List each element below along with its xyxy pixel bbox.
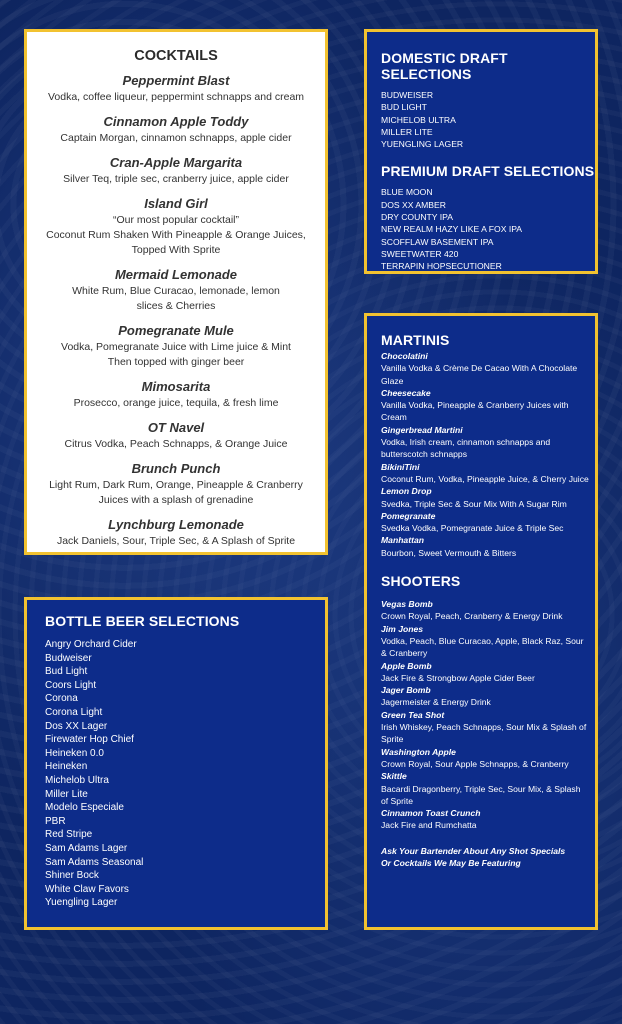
martini-name: Manhattan bbox=[381, 535, 424, 546]
domestic-draft-list bbox=[381, 89, 595, 150]
bottle-beer-item: PBR bbox=[45, 815, 66, 827]
premium-draft-item: BLUE MOON bbox=[381, 187, 433, 198]
shooter-description: Vodka, Peach, Blue Curacao, Apple, Black Raz, Sour & Cranberry bbox=[381, 635, 584, 659]
cocktail-description bbox=[27, 534, 325, 549]
shooter-description: Crown Royal, Peach, Cranberry & Energy Drink bbox=[381, 611, 563, 622]
martini-description: Bourbon, Sweet Vermouth & Bitters bbox=[381, 547, 517, 558]
cocktail-item bbox=[27, 267, 325, 314]
cocktail-name: Cran-Apple Margarita bbox=[109, 155, 243, 170]
cocktail-description-line: slices & Cherries bbox=[136, 300, 216, 312]
cocktail-name: Pomegranate Mule bbox=[118, 323, 234, 338]
premium-draft-item: TERRAPIN HOPSECUTIONER bbox=[381, 261, 502, 272]
martinis-shooters-panel bbox=[364, 313, 598, 930]
shooter-name: Washington Apple bbox=[381, 746, 456, 757]
cocktail-description-line: Vodka, Pomegranate Juice with Lime juice & Mint bbox=[61, 341, 291, 353]
cocktail-description-line: Vodka, coffee liqueur, peppermint schnapps and cream bbox=[47, 91, 305, 103]
cocktail-description bbox=[27, 437, 325, 452]
cocktail-item bbox=[27, 461, 325, 508]
shooter-description: Bacardi Dragonberry, Triple Sec, Sour Mix, & Splash of Sprite bbox=[381, 783, 581, 806]
shooter-name: Cinnamon Toast Crunch bbox=[381, 808, 481, 819]
bottle-beer-item: Dos XX Lager bbox=[45, 720, 108, 732]
cocktail-description-line: Silver Teq, triple sec, cranberry juice, apple cider bbox=[63, 173, 289, 185]
shooter-description: Jack Fire & Strongbow Apple Cider Beer bbox=[381, 672, 535, 683]
bottle-beer-item: Angry Orchard Cider bbox=[45, 639, 137, 650]
cocktail-name: Mimosarita bbox=[141, 379, 211, 394]
cocktail-description bbox=[27, 284, 325, 314]
shooter-description: Irish Whiskey, Peach Schnapps, Sour Mix & Splash of Sprite bbox=[381, 722, 587, 745]
bottle-beer-item: Sam Adams Lager bbox=[45, 842, 128, 854]
premium-draft-item: SWEETWATER 420 bbox=[381, 248, 459, 259]
bottle-beer-title: BOTTLE BEER SELECTIONS bbox=[45, 613, 240, 629]
cocktail-description bbox=[27, 396, 325, 411]
premium-draft-list bbox=[381, 186, 595, 272]
martini-description: Vanilla Vodka, Pineapple & Cranberry Juices with Cream bbox=[381, 400, 569, 423]
domestic-draft-item: BUD LIGHT bbox=[381, 102, 427, 113]
shooters-list bbox=[381, 598, 595, 832]
cocktail-description-line: Topped With Sprite bbox=[131, 244, 221, 256]
cocktail-item bbox=[27, 420, 325, 452]
cocktail-name: OT Navel bbox=[147, 420, 205, 435]
martini-name: BikiniTini bbox=[381, 461, 420, 472]
shooter-name: Skittle bbox=[381, 771, 407, 782]
cocktail-description-line: Then topped with ginger beer bbox=[107, 356, 245, 368]
bottle-beer-list bbox=[45, 638, 325, 910]
cocktail-description bbox=[27, 213, 325, 258]
martini-description: Svedka Vodka, Pomegranate Juice & Triple Sec bbox=[381, 523, 564, 534]
domestic-draft-title: DOMESTIC DRAFT SELECTIONS bbox=[381, 50, 508, 82]
cocktail-description-line: “Our most popular cocktail” bbox=[112, 214, 240, 226]
cocktail-description-line: Juices with a splash of grenadine bbox=[98, 494, 254, 506]
bottle-beer-item: Coors Light bbox=[45, 679, 97, 691]
shooters-title: SHOOTERS bbox=[381, 573, 461, 590]
cocktail-item bbox=[27, 323, 325, 370]
martini-item bbox=[381, 461, 595, 486]
shooter-name: Jim Jones bbox=[381, 623, 424, 634]
bottle-beer-item: Bud Light bbox=[45, 666, 88, 678]
bottle-beer-item: Corona Light bbox=[45, 706, 103, 718]
cocktail-description-line: Prosecco, orange juice, tequila, & fresh lime bbox=[73, 397, 279, 409]
martini-description: Coconut Rum, Vodka, Pineapple Juice, & Cherry Juice bbox=[381, 473, 589, 484]
cocktails-panel bbox=[24, 29, 328, 555]
martini-description: Vanilla Vodka & Crème De Cacao With A Chocolate Glaze bbox=[381, 363, 578, 386]
premium-draft-title: PREMIUM DRAFT SELECTIONS bbox=[381, 163, 595, 180]
cocktail-item bbox=[27, 517, 325, 549]
domestic-draft-item: YUENGLING LAGER bbox=[381, 139, 464, 150]
cocktail-description-line: White Rum, Blue Curacao, lemonade, lemon bbox=[72, 285, 280, 297]
premium-draft-item: NEW REALM HAZY LIKE A FOX IPA bbox=[381, 224, 523, 235]
martini-description: Svedka, Triple Sec & Sour Mix With A Sugar Rim bbox=[381, 498, 567, 509]
bottle-beer-item: Firewater Hop Chief bbox=[45, 734, 134, 746]
bottle-beer-item: Heineken 0.0 bbox=[45, 747, 104, 759]
cocktail-description-line: Citrus Vodka, Peach Schnapps, & Orange Juice bbox=[64, 438, 288, 450]
cocktail-name: Peppermint Blast bbox=[122, 73, 230, 88]
martini-item bbox=[381, 387, 595, 424]
shooter-item bbox=[381, 684, 595, 709]
shooter-name: Jager Bomb bbox=[381, 685, 431, 696]
cocktail-item bbox=[27, 114, 325, 146]
martini-item bbox=[381, 534, 595, 559]
premium-draft-item: DOS XX AMBER bbox=[381, 199, 446, 210]
cocktail-name: Island Girl bbox=[144, 196, 208, 211]
premium-draft-item: DRY COUNTY IPA bbox=[381, 212, 453, 223]
bottle-beer-item: Corona bbox=[45, 693, 78, 705]
cocktails-list bbox=[27, 73, 325, 549]
cocktail-description-line: Light Rum, Dark Rum, Orange, Pineapple & Cranberry bbox=[49, 479, 303, 491]
cocktail-description-line: Captain Morgan, cinnamon schnapps, apple cider bbox=[60, 132, 292, 144]
shooter-item bbox=[381, 598, 595, 623]
domestic-draft-item: BUDWEISER bbox=[381, 90, 434, 100]
cocktails-title: COCKTAILS bbox=[134, 48, 218, 64]
martini-name: Lemon Drop bbox=[381, 486, 432, 497]
domestic-draft-item: MILLER LITE bbox=[381, 126, 433, 137]
shooter-item bbox=[381, 770, 595, 807]
martini-description: Vodka, Irish cream, cinnamon schnapps and butterscotch schnapps bbox=[381, 437, 551, 460]
shooter-description: Crown Royal, Sour Apple Schnapps, & Cranberry bbox=[381, 758, 569, 769]
bottle-beer-item: Modelo Especiale bbox=[45, 802, 124, 814]
shooter-item bbox=[381, 660, 595, 685]
shooter-item bbox=[381, 623, 595, 660]
shooters-footnote bbox=[381, 845, 595, 870]
cocktail-description bbox=[27, 478, 325, 508]
bottle-beer-item: Red Stripe bbox=[45, 829, 93, 841]
cocktail-description bbox=[27, 340, 325, 370]
cocktail-name: Mermaid Lemonade bbox=[114, 267, 238, 282]
martini-item bbox=[381, 424, 595, 461]
martini-name: Cheesecake bbox=[381, 387, 431, 398]
martini-name: Gingerbread Martini bbox=[381, 424, 463, 435]
shooter-description: Jagermeister & Energy Drink bbox=[381, 697, 491, 708]
draft-panel bbox=[364, 29, 598, 274]
bottle-beer-item: Shiner Bock bbox=[45, 870, 99, 882]
bottle-beer-item: Sam Adams Seasonal bbox=[45, 856, 144, 868]
shooter-item bbox=[381, 807, 595, 832]
bottle-beer-item: Heineken bbox=[45, 761, 88, 773]
cocktail-item bbox=[27, 196, 325, 258]
cocktail-description bbox=[27, 131, 325, 146]
cocktail-item bbox=[27, 155, 325, 187]
shooter-description: Jack Fire and Rumchatta bbox=[381, 820, 477, 831]
martini-name: Chocolatini bbox=[381, 351, 428, 361]
shooter-name: Apple Bomb bbox=[381, 660, 432, 671]
cocktail-name: Cinnamon Apple Toddy bbox=[103, 114, 249, 129]
cocktail-description-line: Coconut Rum Shaken With Pineapple & Orange Juices, bbox=[46, 229, 306, 241]
cocktail-description-line: Jack Daniels, Sour, Triple Sec, & A Splash of Sprite bbox=[56, 535, 296, 547]
shooter-item bbox=[381, 746, 595, 771]
domestic-draft-item: MICHELOB ULTRA bbox=[381, 114, 456, 125]
bottle-beer-panel bbox=[24, 597, 328, 930]
bottle-beer-item: Michelob Ultra bbox=[45, 774, 109, 786]
cocktail-description bbox=[27, 172, 325, 187]
martini-name: Pomegranate bbox=[381, 510, 436, 521]
martini-item bbox=[381, 510, 595, 535]
cocktail-item bbox=[27, 73, 325, 105]
martinis-title: MARTINIS bbox=[381, 332, 450, 348]
cocktail-name: Brunch Punch bbox=[131, 461, 221, 476]
martinis-list bbox=[381, 350, 595, 559]
cocktail-name: Lynchburg Lemonade bbox=[108, 517, 244, 532]
premium-draft-item: SCOFFLAW BASEMENT IPA bbox=[381, 236, 494, 247]
footnote-line: Ask Your Bartender About Any Shot Specials bbox=[381, 845, 566, 856]
martini-item bbox=[381, 350, 595, 387]
shooter-name: Vegas Bomb bbox=[381, 599, 433, 610]
bottle-beer-item: Miller Lite bbox=[45, 788, 88, 800]
bottle-beer-item: Yuengling Lager bbox=[45, 897, 118, 909]
bottle-beer-item: Budweiser bbox=[45, 652, 92, 664]
shooter-name: Green Tea Shot bbox=[381, 709, 445, 720]
bottle-beer-item: White Claw Favors bbox=[45, 883, 129, 895]
martini-item bbox=[381, 485, 595, 510]
cocktail-item bbox=[27, 379, 325, 411]
footnote-line: Or Cocktails We May Be Featuring bbox=[381, 858, 521, 869]
cocktail-description bbox=[27, 90, 325, 105]
shooter-item bbox=[381, 709, 595, 746]
